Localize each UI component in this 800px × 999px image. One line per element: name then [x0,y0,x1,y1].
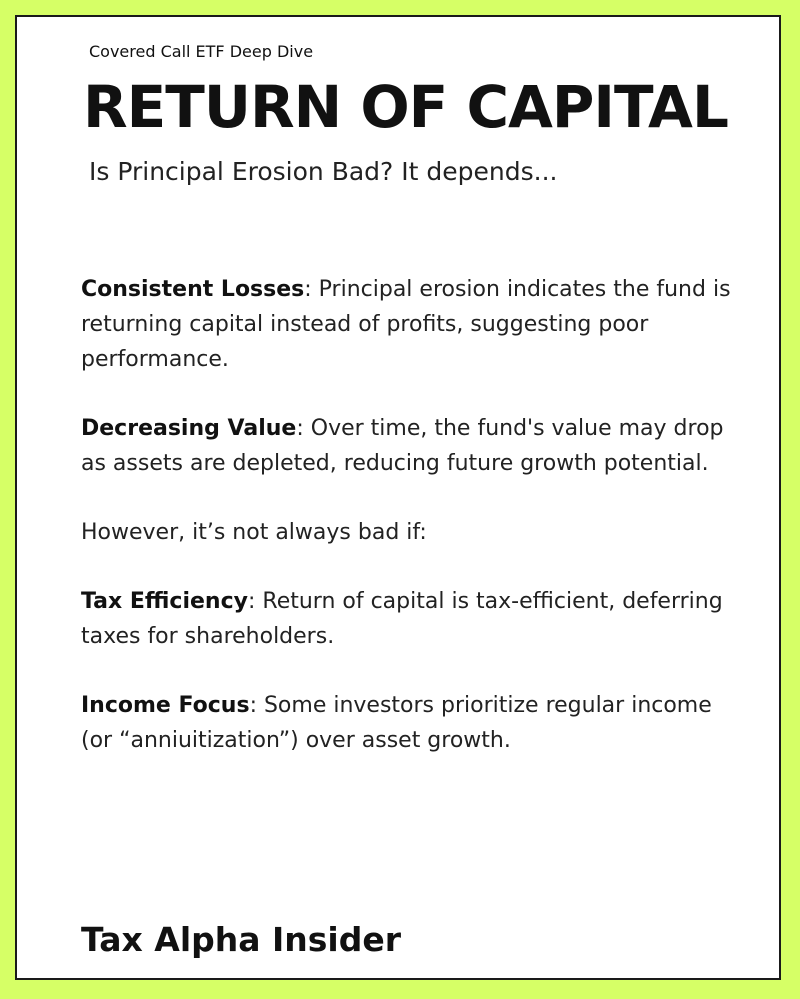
point-text: : Some investors prioritize regular income (or “anniuitization”) over asset growth. [81,693,712,753]
point-term: Consistent Losses [81,277,305,302]
point-decreasing-value [81,411,741,481]
content-card [15,15,781,980]
point-text: : Principal erosion indicates the fund is returning capital instead of profits, suggesting poor performance. [81,277,731,372]
point-term: Income Focus [81,693,250,718]
series-label: Covered Call ETF Deep Dive [89,42,314,61]
point-income-focus [81,688,741,758]
page-title: RETURN OF CAPITAL [83,73,728,141]
point-term: Tax Efficiency [81,589,248,614]
point-tax-efficiency [81,584,741,654]
article-body [81,272,741,792]
point-term: Decreasing Value [81,416,297,441]
point-text: : Over time, the fund's value may drop as assets are depleted, reducing future growth potential. [81,416,724,476]
brand-name: Tax Alpha Insider [81,920,402,959]
transition-text: However, it’s not always bad if: [81,520,427,545]
point-text: : Return of capital is tax-efficient, deferring taxes for shareholders. [81,589,723,649]
page-subtitle: Is Principal Erosion Bad? It depends... [89,157,558,186]
point-consistent-losses [81,272,741,377]
